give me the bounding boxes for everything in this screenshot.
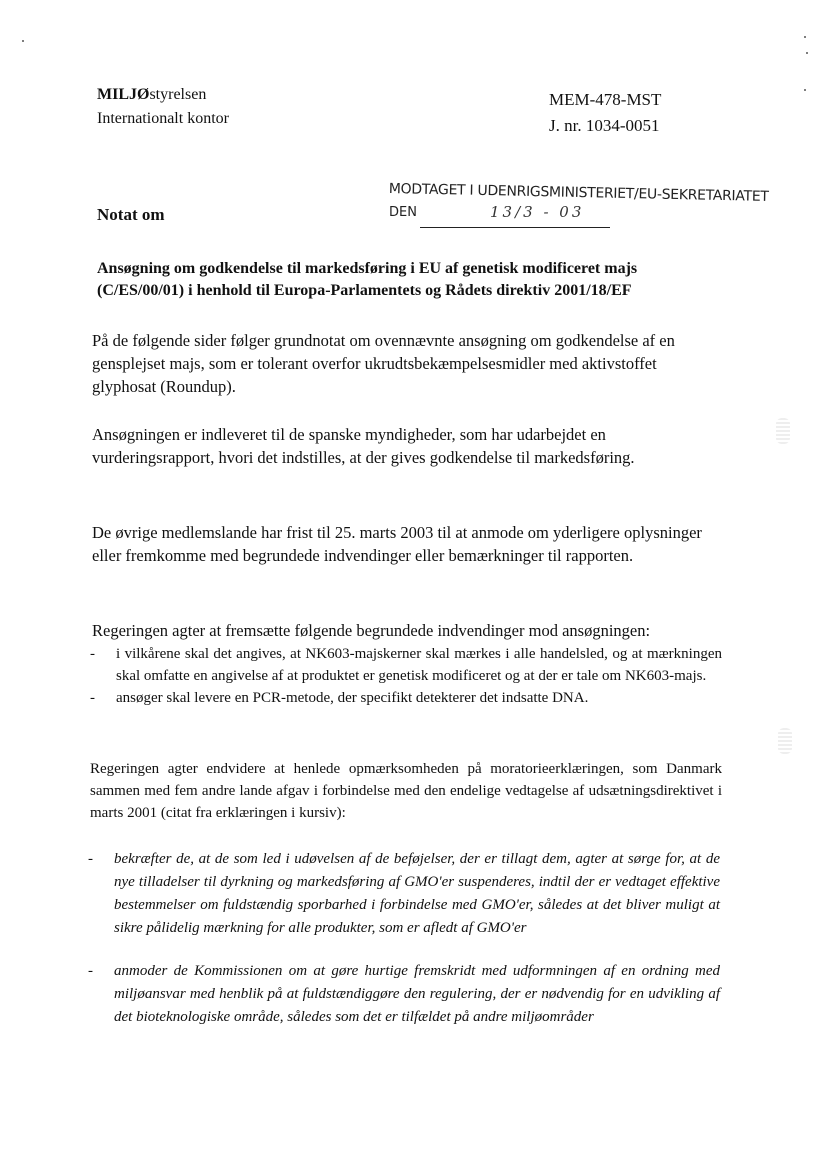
list-item (90, 687, 722, 709)
scan-speck (804, 89, 806, 91)
document-type: Notat om (97, 205, 165, 224)
received-stamp: MODTAGET I UDENRIGSMINISTERIET/EU-SEKRETARIATET (388, 181, 769, 205)
quote-item (88, 960, 720, 1029)
journal-number: J. nr. 1034-0051 (549, 116, 660, 135)
title-line-1: Ansøgning om godkendelse til markedsføring i EU af genetisk modificeret majs (97, 260, 638, 277)
quote-item-text: bekræfter de, at de som led i udøvelsen af de beføjelser, der er tillagt dem, agter at sørge for, at de nye tilladelser til dyrkning og markedsføring af GMO'er suspenderes, indtil der er vedtaget effektive bestemmelser om fuldstændig sporbarhed i forbindelse med GMO'er, således at det bliver muligt at sikre pålidelig mærkning for alle produkter, som er afledt af GMO'er (114, 851, 720, 936)
paragraph-1: På de følgende sider følger grundnotat om ovennævnte ansøgning om godkendelse af en gensplejset majs, som er tolerant overfor ukrudtsbekæmpelsesmidler med aktivstoffet glyphosat (Roundup). (92, 331, 675, 396)
quote-dash: - (88, 851, 93, 867)
quote-dash: - (88, 963, 93, 979)
quote-list (88, 848, 720, 1029)
paragraph-3: De øvrige medlemslande har frist til 25. marts 2003 til at anmode om yderligere oplysninger eller fremkomme med begrundede indvendinger eller bemærkninger til rapporten. (92, 523, 702, 565)
department: Internationalt kontor (97, 110, 229, 127)
handwritten-date: 13/3 - 03 (490, 203, 585, 221)
paragraph-2: Ansøgningen er indleveret til de spanske myndigheder, som har udarbejdet en vurderingsrapport, hvori det indstilles, at der gives godkendelse til markedsføring. (92, 425, 635, 467)
stamp-den-label: DEN (389, 205, 417, 220)
list-item-text: i vilkårene skal det angives, at NK603-majskerner skal mærkes i alle handelsled, og at mærkningen skal omfatte en angivelse af at produktet er genetisk modificeret og at der er tale om NK603-majs. (116, 646, 722, 684)
scan-smudge (776, 418, 790, 444)
paragraph-5: Regeringen agter endvidere at henlede opmærksomheden på moratorieerklæringen, som Danmark sammen med fem andre lande afgav i forbindelse med den endelige vedtagelse af udsætningsdirektivet i marts 2001 (citat fra erklæringen i kursiv): (90, 761, 722, 821)
objection-list (90, 643, 722, 709)
paragraph-4-intro: Regeringen agter at fremsætte følgende begrundede indvendinger mod ansøgningen: (92, 621, 651, 640)
list-item-text: ansøger skal levere en PCR-metode, der specifikt detekterer det indsatte DNA. (116, 690, 589, 706)
scan-speck (806, 52, 808, 54)
list-item (90, 643, 722, 687)
quote-item (88, 848, 720, 940)
document-title (97, 258, 637, 302)
scan-speck (804, 36, 806, 38)
reference-block (549, 87, 661, 139)
organization-name-bold: MILJØ (97, 86, 150, 103)
quote-item-text: anmoder de Kommissionen om at gøre hurtige fremskridt med udformningen af en ordning med miljøansvar med henblik på at fuldstændiggøre den regulering, der er nødvendig for en udvikling af det bioteknologiske område, således som det er tilfældet på andre miljøområder (114, 963, 720, 1025)
letterhead (97, 83, 229, 131)
title-line-2: (C/ES/00/01) i henhold til Europa-Parlamentets og Rådets direktiv 2001/18/EF (97, 282, 632, 299)
stamp-date-line (420, 227, 610, 228)
list-dash: - (90, 646, 95, 662)
organization-name (97, 83, 229, 107)
organization-name-rest: styrelsen (149, 86, 207, 103)
scan-smudge (778, 728, 792, 754)
reference-number: MEM-478-MST (549, 90, 662, 109)
list-dash: - (90, 690, 95, 706)
scan-speck (22, 40, 24, 42)
